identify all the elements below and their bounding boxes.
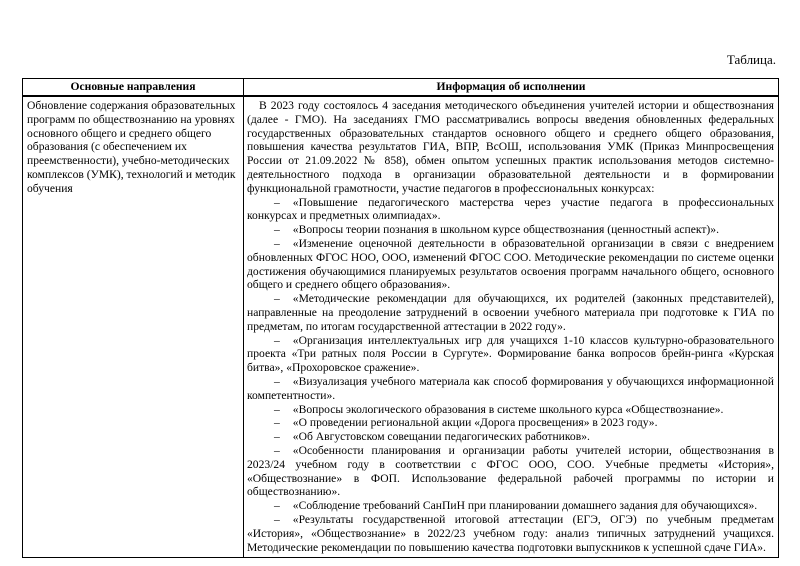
list-item-text: «Особенности планирования и организации работы учителей истории, обществознания в 2023/24 учебном году в соответствии с ФГОС ООО, СОО. Учебные предметы «История», «Обществознание» в ФОП. Использование федеральной рабочей программы по истории и обществознанию». bbox=[247, 443, 774, 499]
dash-marker: – bbox=[274, 416, 280, 430]
dash-marker: – bbox=[274, 443, 280, 457]
list-item-text: «Вопросы экологического образования в системе школьного курса «Обществознание». bbox=[292, 402, 724, 416]
list-item-text: «Визуализация учебного материала как способ формирования у обучающихся информационной компетентности». bbox=[247, 374, 774, 402]
dash-marker: – bbox=[274, 374, 280, 388]
list-item-text: «Организация интеллектуальных игр для учащихся 1-10 классов культурно-образовательного проекта «Три ратных поля России в Сургуте». Формирование банка вопросов брейн-ринга «Курская битва», «Прохоровское сражение». bbox=[247, 333, 774, 375]
info-cell bbox=[244, 96, 779, 558]
list-item-text: «Повышение педагогического мастерства через участие педагога в профессиональных конкурсах и предметных олимпиадах». bbox=[247, 195, 774, 223]
list-item bbox=[247, 513, 774, 554]
list-item bbox=[247, 499, 774, 513]
dash-marker: – bbox=[274, 292, 280, 306]
table-row bbox=[23, 96, 779, 558]
list-item-text: «Соблюдение требований СанПиН при планировании домашнего задания для обучающихся». bbox=[292, 499, 758, 513]
dash-marker: – bbox=[274, 430, 280, 444]
list-item-text: «Об Августовском совещании педагогических работников». bbox=[292, 430, 590, 444]
list-item bbox=[247, 416, 774, 430]
report-table bbox=[22, 78, 779, 558]
list-item bbox=[247, 430, 774, 444]
column-header-directions: Основные направления bbox=[23, 79, 244, 97]
info-intro-paragraph: В 2023 году состоялось 4 заседания методического объединения учителей истории и обществознания (далее - ГМО). На заседаниях ГМО рассматривались вопросы введения обновленных федеральных государственных образовательных стандартов основного общего и среднего общего образования, повышения качества результатов ГИА, ВПР, ВсОШ, использования УМК (Приказ Минпросвещения России от 21.09.2022 № 858), обмен опытом успешных практик использования методов системно-деятельностного подхода в организации образовательной деятельности и в формировании функциональной грамотности, участие педагогов в профессиональных конкурсах: bbox=[247, 99, 774, 195]
list-item-text: «Методические рекомендации для обучающихся, их родителей (законных представителей), направленные на преодоление затруднений в освоении учебного материала при подготовке к ГИА по предметам, по итогам государственной аттестации в 2022 году». bbox=[247, 292, 774, 333]
table-caption: Таблица. bbox=[726, 52, 776, 67]
list-item-text: «Результаты государственной итоговой аттестации (ЕГЭ, ОГЭ) по учебным предметам «История», «Обществознание» в 2022/23 учебном году: анализ типичных затруднений учащихся. Методические рекомендации по повышению качества подготовки выпускников к успешной сдаче ГИА». bbox=[247, 512, 774, 554]
list-item bbox=[247, 223, 774, 237]
column-header-info: Информация об исполнении bbox=[244, 79, 779, 97]
dash-marker: – bbox=[274, 333, 280, 347]
list-item bbox=[247, 334, 774, 375]
list-item-text: «Вопросы теории познания в школьном курсе обществознания (ценностный аспект)». bbox=[292, 223, 719, 237]
list-item bbox=[247, 237, 774, 292]
dash-marker: – bbox=[274, 499, 280, 513]
dash-marker: – bbox=[274, 223, 280, 237]
direction-cell: Обновление содержания образовательных программ по обществознанию на уровнях основного общего и среднего общего образования (с обеспечением их преемственности), учебно-методических комплексов (УМК), технологий и методик обучения bbox=[23, 96, 244, 558]
list-item bbox=[247, 403, 774, 417]
list-item-text: «Изменение оценочной деятельности в образовательной организации в связи с внедрением обновленных ФГОС НОО, ООО, изменений ФГОС СОО. Методические рекомендации по системе оценки достижения обучающимися планируемых результатов освоения программ начального общего, основного общего и среднего общего образования». bbox=[247, 236, 774, 292]
dash-marker: – bbox=[274, 512, 280, 526]
dash-marker: – bbox=[274, 195, 280, 209]
table-header-row bbox=[23, 79, 779, 97]
list-item bbox=[247, 444, 774, 499]
list-item-text: «О проведении региональной акции «Дорога просвещения» в 2023 году». bbox=[292, 416, 658, 430]
dash-marker: – bbox=[274, 236, 280, 250]
list-item bbox=[247, 196, 774, 224]
list-item bbox=[247, 375, 774, 403]
list-item bbox=[247, 292, 774, 333]
dash-marker: – bbox=[274, 402, 280, 416]
